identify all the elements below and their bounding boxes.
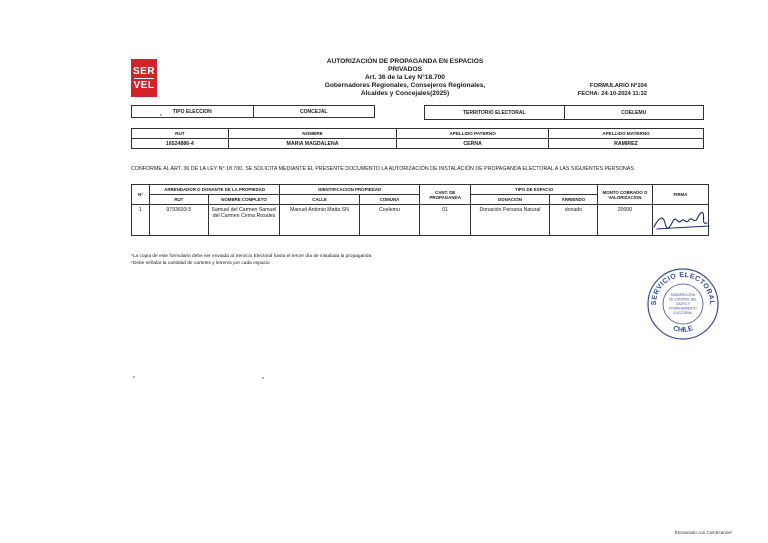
row-num: 1 (132, 205, 150, 236)
authorization-table (131, 184, 709, 236)
row-arriendo: donado (549, 205, 597, 236)
svg-text:DE CONTROL DEL: DE CONTROL DEL (669, 297, 697, 302)
row-donacion: Donación Persona Natural (471, 205, 549, 236)
territorio-value: COELEMU (564, 106, 704, 120)
note: *Debe señalar la cantidad de carteles y letreros por cada espacio (131, 261, 270, 266)
svg-text:ELECTORAL: ELECTORAL (673, 311, 693, 315)
title-line: PRIVADOS (388, 66, 422, 73)
col-arriendo: ARRIENDO (549, 195, 597, 205)
candidate-header: APELLIDO MATERNO (548, 129, 703, 139)
svg-text:FINANCIAMIENTO: FINANCIAMIENTO (669, 306, 697, 311)
row-rut: 9793693-5 (149, 205, 208, 236)
conforme-text: CONFORME AL ART. 36 DE LA LEY N° 18.700, SE SOLICITA MEDIANTE EL PRESENTE DOCUMENTO LA AUTORIZACIÓN DE INSTALACIÓN DE PROPAGANDA ELECTORAL A LAS SIGUIENTES PERSONAS (131, 166, 634, 172)
title-line: AUTORIZACIÓN DE PROPAGANDA EN ESPACIOS (326, 58, 484, 65)
note: *La copia de este formulario debe ser enviada al Servicio Electoral hasta el tercer día de instalada la propaganda (131, 254, 372, 259)
candidate-nombre: MARIA MAGDALENA (228, 139, 397, 149)
row-comuna: Coelemu (359, 205, 419, 236)
candidate-apellido-paterno: CERNA (397, 139, 549, 149)
form-info (578, 82, 647, 98)
notes (131, 253, 371, 267)
col-property: IDENTIFICACION PROPIEDAD (280, 185, 420, 195)
election-type-table (131, 105, 375, 118)
svg-text:SERVICIO ELECTORAL: SERVICIO ELECTORAL (650, 271, 716, 306)
candidate-header: NOMBRE (228, 129, 397, 139)
svg-text:SUBDIRECCIÓN: SUBDIRECCIÓN (670, 293, 696, 297)
col-num: N° (132, 185, 150, 205)
signature (651, 207, 711, 233)
col-owner: ARRENDADOR O DONANTE DE LA PROPIEDAD (149, 185, 279, 195)
col-count: CANT. DE PROPAGANDA (420, 185, 471, 205)
row-monto: 20000 (598, 205, 653, 236)
candidate-header: RUT (132, 129, 229, 139)
form-number: FORMULARIO N°104 (589, 83, 647, 89)
col-nombre: NOMBRE COMPLETO (208, 195, 280, 205)
document-title (300, 58, 510, 98)
col-comuna: COMUNA (359, 195, 419, 205)
territory-table (424, 105, 704, 120)
scanner-footer: Escaneado con CamScanner (674, 530, 732, 535)
scan-speck (133, 376, 135, 378)
col-space: TIPO DE ESPACIO (471, 185, 598, 195)
title-line: Art. 36 de la Ley N°18.700 (365, 74, 445, 81)
svg-text:GASTO Y: GASTO Y (675, 302, 691, 306)
servel-logo: SER VEL (131, 59, 157, 97)
table-row (132, 205, 709, 236)
tipo-eleccion-value: CONCEJAL (253, 106, 375, 118)
col-donacion: DONACIÓN (471, 195, 549, 205)
servicio-electoral-stamp (646, 267, 720, 341)
svg-text:CHILE: CHILE (672, 325, 694, 335)
territorio-label: TERRITORIO ELECTORAL (425, 106, 565, 120)
row-calle: Manuel Antonio Matta SN (280, 205, 360, 236)
candidate-table (131, 128, 704, 149)
row-nombre: Samuel del Carmen Samuel del Carmen Cerna Rosales (208, 205, 280, 236)
col-calle: CALLE (280, 195, 360, 205)
row-cant: 01 (420, 205, 471, 236)
title-line: Gobernadores Regionales, Consejeros Regionales, (324, 82, 486, 89)
col-firma: FIRMA (652, 185, 708, 205)
scan-speck (262, 377, 264, 379)
candidate-apellido-materno: RAMIREZ (548, 139, 703, 149)
col-amount: MONTO COBRADO O VALORIZACION (598, 185, 653, 205)
scan-speck (160, 114, 162, 116)
tipo-eleccion-label: TIPO ELECCION (132, 106, 254, 118)
candidate-rut: 16524886-4 (132, 139, 229, 149)
title-line: Alcaldes y Concejales(2025) (360, 90, 450, 97)
col-rut: RUT (149, 195, 208, 205)
form-date: FECHA: 24-10-2024 11:32 (577, 91, 647, 97)
candidate-header: APELLIDO PATERNO (397, 129, 549, 139)
